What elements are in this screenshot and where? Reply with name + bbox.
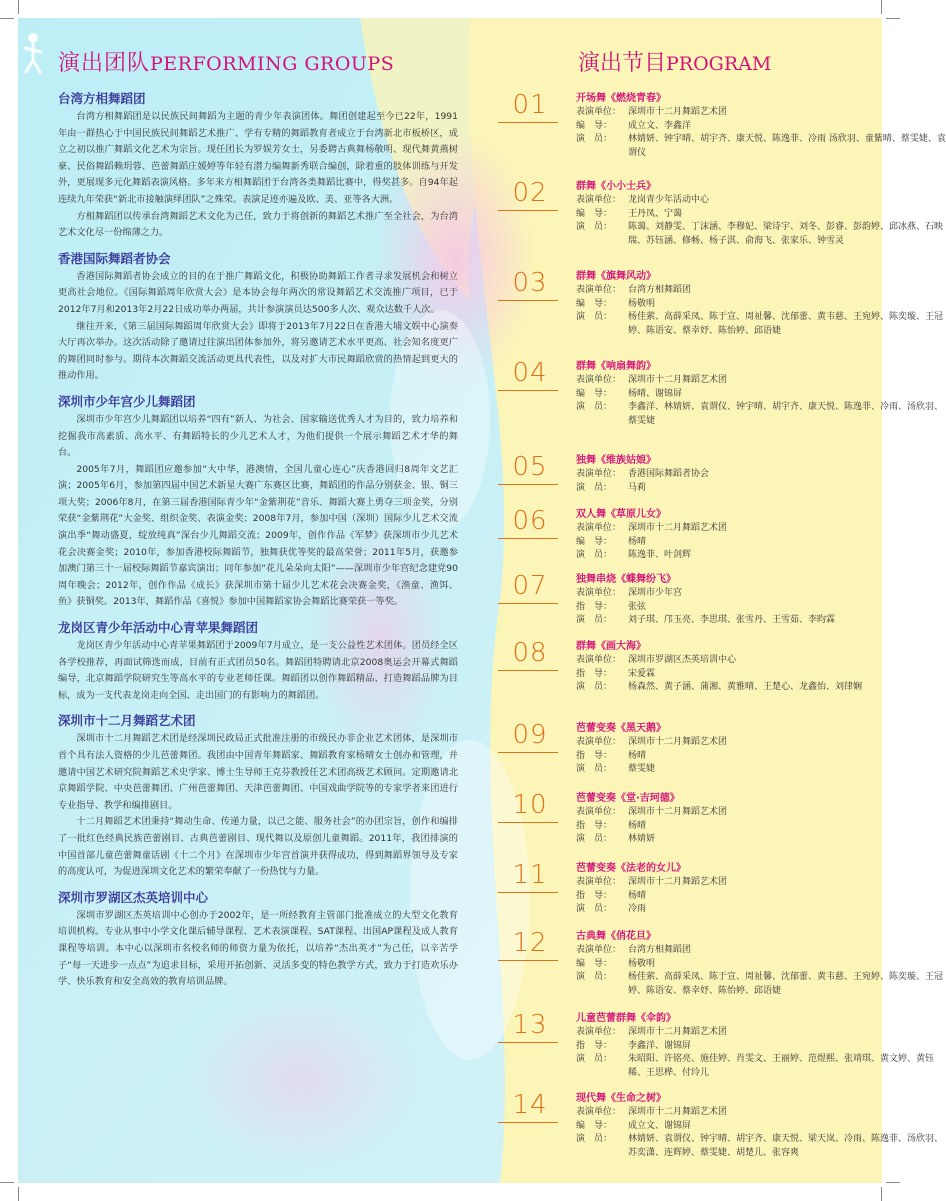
program-title: 双人舞《草原儿女》 (576, 509, 666, 520)
program-row (576, 971, 946, 998)
program-row (576, 890, 946, 904)
program-row (576, 1053, 946, 1080)
program-title: 独舞《维族姑娘》 (576, 455, 656, 466)
program-title: 芭蕾变奏《法老的女儿》 (576, 863, 686, 874)
program-title: 群舞《画大海》 (576, 641, 646, 652)
row-value: 台湾方相舞蹈团 (628, 945, 692, 955)
program-row (576, 221, 946, 248)
row-label: 演 员： (576, 904, 613, 914)
program-row (576, 374, 946, 388)
group-paragraph: 香港国际舞蹈者协会成立的目的在于推广舞蹈文化，积极协助舞蹈工作者寻求发展机会和树立更高社会地位。《国际舞蹈周年欣赏大会》是本协会每年两次的常设舞蹈艺术交流推广项目，已于2012年7月和2013年2月22日成功举办两届，共计参演演员达500多人次、观众达数千人次。 (58, 270, 458, 315)
row-value: 深圳市十二月舞蹈艺术团 (628, 1107, 728, 1117)
crop-mark (886, 18, 900, 19)
program-row (576, 194, 946, 208)
program-item (500, 862, 946, 917)
row-label: 演 员： (576, 682, 613, 692)
row-value: 林婧妍、袁谓仪、钟宇晴、胡宇齐、康天悦、梁天岚、冷雨、陈逸菲、汤欣羽、苏奕潇、连辉婷、蔡雯婕、胡楚儿、张容爽 (628, 1134, 944, 1158)
row-label: 演 员： (576, 834, 613, 844)
row-label: 表演单位： (576, 285, 622, 295)
number-underline (498, 822, 558, 823)
program-number: 14 (512, 1090, 548, 1120)
program-item (500, 360, 946, 428)
row-label: 表演单位： (576, 375, 622, 385)
row-label: 表演单位： (576, 877, 622, 887)
row-value: 深圳市十二月舞蹈艺术团 (628, 107, 728, 117)
number-underline (498, 300, 558, 301)
number-underline (498, 670, 558, 671)
group-paragraph: 深圳市十二月舞蹈艺术团是经深圳民政局正式批准注册的市级民办非企业艺术团体，是深圳市首个具有法人资格的少儿芭蕾舞团。我团由中国青年舞蹈家、舞蹈教育家杨晴女士创办和管理，并邀请中国艺术研究院舞蹈艺术史学家、博士生导师王克芬教授任艺术团高级艺术顾问。定期邀请北京舞蹈学院、中央芭蕾舞团、广州芭蕾舞团、天津芭蕾舞团、中国戏曲学院等的专家学者来团进行专业指导、教学和编排剧目。 (58, 733, 458, 811)
row-label: 表演单位： (576, 469, 622, 479)
row-value: 林婧妍 (628, 834, 656, 844)
group-paragraph: 十二月舞蹈艺术团秉持“舞动生命、传递力量，以己之能、服务社会”的办团宗旨，创作和编排了一批红色经典民族芭蕾剧目、古典芭蕾剧目、现代舞以及原创儿童舞蹈。2011年，我团排演的中国首部儿童芭蕾舞童话剧《十二个月》在深圳市少年宫首演并获得成功，得到舞蹈界领导及专家的高度认可，为促进深圳文化艺术的繁荣奉献了一份热忱与力量。 (58, 816, 458, 878)
title-cn: 演出节目 (578, 51, 667, 76)
row-value: 陈蔼、刘静雯、丁沫涵、李穆妃、梁诗宇、刘冬、彭睿、彭韵婷、邱冰燕、石映瑞、苏钰涵、修畅、杨子淇、俞海飞、张家乐、钟雪灵 (628, 222, 944, 246)
program-item (500, 1092, 946, 1160)
program-row (576, 298, 946, 312)
row-label: 编 导： (576, 1120, 613, 1131)
number-underline (498, 1042, 558, 1043)
crop-mark (881, 1187, 882, 1201)
group-paragraph: 龙岗区青少年活动中心青苹果舞蹈团于2009年7月成立，是一支公益性艺术团体。团员经全区各学校推荐，再面试筛选而成，目前有正式团员50名。舞蹈团特聘请北京2008奥运会开幕式舞蹈编导，北京舞蹈学院研究生等高水平的专业老师任课。舞蹈团以创作舞蹈精品、打造舞蹈品牌为目标，成为一支代表龙岗走向全国、走出国门的有影响力的舞蹈团。 (58, 640, 458, 701)
row-value: 深圳市十二月舞蹈艺术团 (628, 375, 728, 385)
group-name: 香港国际舞蹈者协会 (58, 250, 171, 266)
program-row (576, 601, 946, 615)
program-row (576, 106, 946, 120)
program-row (576, 284, 946, 298)
dancer-logo (22, 32, 44, 76)
group-name: 台湾方相舞蹈团 (58, 91, 146, 106)
group-paragraph: 台湾方相舞蹈团是以民族民间舞蹈为主题的青少年表演团体。舞团创建起至今已22年，1991年由一群热心于中国民族民间舞蹈艺术推广、学有专精的舞蹈教育者成立于台湾新北市板桥区，成立之初以推广舞蹈文化艺术为宗旨。现任团长为罗娱芳女士，另委聘古典舞杨敬明、现代舞黄燕树豪、民俗舞蹈赖玥蓉、芭蕾舞蹈庄媛婷等年轻有潜力编舞新秀联合编创，除着重的肢体训练与开发外，更展现多元化舞蹈表演风格。多年来方相舞蹈团于台湾各类舞蹈比赛中，得奖甚多。自94年起连续九年荣获“新北市接触演绎团队”之殊荣。表演足迹亦遍及欧、美、亚等各大洲。 (58, 111, 458, 205)
group-paragraph: 深圳市少年宫少儿舞蹈团以培养“四有”新人、为社会、国家输送优秀人才为目的，致力培养和挖掘我市高素质、高水平、有舞蹈特长的少儿艺术人才，为他们提供一个展示舞蹈艺术才华的舞台。 (58, 413, 458, 459)
row-value: 深圳市十二月舞蹈艺术团 (628, 523, 728, 533)
program-item (500, 640, 946, 695)
program-row (576, 522, 946, 536)
row-label: 演 员： (576, 312, 613, 322)
program-item (500, 1012, 946, 1080)
crop-mark (18, 0, 19, 14)
program-column (500, 50, 946, 1158)
title-en: PERFORMING GROUPS (150, 53, 395, 75)
group-paragraph: 2005年7月，舞蹈团应邀参加“大中华，港澳情，全国儿童心连心”庆香港回归8周年文艺汇演；2005年6月，参加第四届中国艺术新星大赛广东赛区比赛，舞蹈团的作品分别获金、银、铜三项大奖；2006年8月，在第三届香港国际青少年“金紫荆花”音乐、舞蹈大赛上勇夺三项金奖，分别荣获“金紫荆花”大金奖、组织金奖、表演金奖；2008年7月，参加中国（深圳）国际少儿艺术交流演出季“舞动盛夏，绽放纯真”深台少儿舞蹈交流；2009年，创作作品《军梦》获深圳市少儿艺术花会决赛金奖；2010年，参加香港校际舞蹈节，独舞获优等奖的最高荣誉；2011年5月，获邀参加澳门第三十一届校际舞蹈节嘉宾演出；同年参加“花儿朵朵向太阳”——深圳市少年宫纪念建党90周年晚会；2012年，创作作品《成长》获深圳市第十届少儿艺术花会决赛金奖，《渔童、渔饵、鱼》获铜奖。2013年，舞蹈作品《喜悦》参加中国舞蹈家协会舞蹈比赛荣获一等奖。 (58, 463, 458, 608)
crop-mark (881, 0, 882, 14)
program-number: 03 (512, 268, 548, 298)
crop-mark (18, 1187, 19, 1201)
program-item (500, 930, 946, 998)
row-value: 杨晴、谢锦屏 (628, 388, 683, 399)
program-row (576, 654, 946, 668)
program-row (576, 1120, 946, 1134)
row-value: 林婧妍、钟宇晴、胡宇齐、康天悦、陈逸菲、冷雨 汤欣羽、童紫晴、蔡雯婕、袁谓仪 (628, 134, 946, 158)
row-value: 宋爱霖 (628, 668, 656, 679)
group-name: 深圳市少年宫少儿舞蹈团 (58, 393, 196, 409)
program-row (576, 903, 946, 917)
group-paragraph: 深圳市罗湖区杰英培训中心创办于2002年，是一所经教育主管部门批准成立的大型文化教育培训机构。专业从事中小学文化课后辅导课程、艺术表演课程、SAT课程、出国AP课程及成人教育课程等培训。本中心以深圳市名校名师的师资力量为依托，以培养“杰出英才”为己任，以辛苦学子“每一天进步一点点”为追求目标，采用开拓创新、灵活多变的特色教学方式，致力于打造欢乐办学、快乐教育和安全高效的教育培训品牌。 (58, 909, 458, 988)
row-label: 演 员： (576, 615, 613, 625)
row-label: 编 导： (576, 958, 613, 969)
row-value: 李鑫洋、谢锦屏 (628, 1040, 692, 1051)
row-label: 指 导： (576, 601, 613, 612)
row-label: 表演单位： (576, 523, 622, 533)
program-title: 独舞串烧《蝶舞纷飞》 (576, 574, 676, 585)
group-name: 深圳市罗湖区杰英培训中心 (58, 889, 209, 905)
program-item (500, 792, 946, 847)
program-title: 开场舞《燃烧青春》 (576, 93, 666, 104)
program-row (576, 736, 946, 750)
row-label: 指 导： (576, 668, 613, 679)
group-name: 深圳市十二月舞蹈艺术团 (58, 713, 196, 729)
program-title: 芭蕾变奏《堂·吉珂德》 (576, 793, 680, 804)
program-item (500, 722, 946, 777)
row-value: 深圳市十二月舞蹈艺术团 (628, 807, 728, 817)
group-section (58, 619, 458, 704)
program-row (576, 763, 946, 777)
program-item (500, 573, 946, 628)
program-item (500, 270, 946, 338)
row-label: 编 导： (576, 298, 613, 309)
program-item (500, 454, 946, 495)
program-row (576, 806, 946, 820)
program-row (576, 1106, 946, 1120)
program-row (576, 120, 946, 134)
program-row (576, 133, 946, 160)
row-value: 成立文、李鑫洋 (628, 120, 692, 131)
row-label: 指 导： (576, 890, 613, 901)
row-value: 杨晴 (628, 536, 647, 547)
row-label: 演 员： (576, 482, 613, 493)
program-row (576, 401, 946, 428)
row-label: 编 导： (576, 388, 613, 399)
crop-mark (0, 1182, 14, 1183)
row-label: 演 员： (576, 1134, 613, 1144)
row-label: 表演单位： (576, 1027, 622, 1037)
row-label: 编 导： (576, 536, 613, 547)
number-underline (498, 752, 558, 753)
number-underline (498, 892, 558, 893)
program-number: 06 (512, 506, 548, 536)
program-title: 儿童芭蕾群舞《伞韵》 (576, 1013, 676, 1024)
program-number: 10 (512, 790, 548, 820)
row-label: 指 导： (576, 820, 613, 831)
number-underline (498, 1122, 558, 1123)
program-title: 芭蕾变奏《黑天鹅》 (576, 723, 666, 734)
row-value: 杨佳萦、高薛采凤、陈于宣、周祉馨、沈郁蕾、黄韦慈、王宛婷、陈奕璇、王冠婷、陈语安、蔡幸妤、陈怡婷、邱语婕 (628, 972, 944, 996)
program-row (576, 833, 946, 847)
crop-mark (0, 18, 14, 19)
row-label: 表演单位： (576, 737, 622, 747)
row-value: 杨晴 (628, 750, 647, 761)
program-number: 04 (512, 358, 548, 388)
row-label: 演 员： (576, 222, 613, 232)
program-number: 02 (512, 178, 548, 208)
title-cn: 演出团队 (58, 51, 151, 76)
row-label: 表演单位： (576, 588, 622, 598)
group-paragraph: 继往开来，《第三届国际舞蹈周年欣赏大会》即将于2013年7月22日在香港大埔文娱中心演奏大厅再次举办。这次活动除了邀请过往演出团体参加外，将另邀请艺术水平更高、社会知名度更广的舞团同时参与。期待本次舞蹈交流活动更具代表性，以及对扩大市民舞蹈欣赏的热情起到更大的推动作用。 (58, 320, 458, 382)
program-title: 群舞《响扇舞韵》 (576, 361, 656, 372)
program-row (576, 587, 946, 601)
group-section (58, 250, 458, 385)
program-row (576, 944, 946, 958)
group-name: 龙岗区青少年活动中心青苹果舞蹈团 (58, 620, 259, 636)
row-label: 演 员： (576, 402, 613, 412)
row-value: 杨晴 (628, 890, 647, 901)
number-underline (498, 390, 558, 391)
row-label: 演 员： (576, 1054, 613, 1064)
row-value: 深圳市十二月舞蹈艺术团 (628, 737, 728, 747)
row-value: 冷雨 (628, 904, 647, 914)
group-section (58, 889, 458, 991)
row-value: 杨森然、黄子涵、蒲湘、黄雅晴、王楚心、龙鑫怡、刘律娴 (628, 682, 863, 692)
row-label: 表演单位： (576, 945, 622, 955)
group-paragraph: 方相舞蹈团以传承台湾舞蹈艺术文化为己任，致力于将创新的舞蹈艺术推广至全社会，为台湾艺术文化尽一份绵薄之力。 (58, 210, 458, 239)
row-value: 蔡雯婕 (628, 764, 656, 774)
program-title (578, 50, 870, 78)
program-title: 群舞《小小士兵》 (576, 181, 656, 192)
program-row (576, 1133, 946, 1160)
program-item (500, 508, 946, 563)
program-title: 现代舞《生命之树》 (576, 1093, 666, 1104)
row-value: 龙岗青少年活动中心 (628, 195, 710, 205)
row-label: 指 导： (576, 1040, 613, 1051)
program-title: 群舞《旗舞风动》 (576, 271, 656, 282)
row-value: 深圳市罗湖区杰英培训中心 (628, 655, 737, 665)
performing-groups-title (58, 50, 458, 78)
number-underline (498, 603, 558, 604)
program-row (576, 668, 946, 682)
program-row (576, 482, 946, 496)
row-label: 表演单位： (576, 655, 622, 665)
performing-groups-column (58, 50, 458, 999)
program-row (576, 876, 946, 890)
row-value: 张弦 (628, 601, 647, 612)
row-label: 编 导： (576, 208, 613, 219)
group-list (58, 90, 458, 991)
row-label: 表演单位： (576, 195, 622, 205)
program-number: 12 (512, 928, 548, 958)
program-number: 09 (512, 720, 548, 750)
row-value: 朱昭阳、许铭亮、施佳婷、肖雯文、王丽婷、范煜熙、张靖琪、黄文婷、黄钰稀、王思桦、付玲儿 (628, 1054, 935, 1078)
program-title: 古典舞《俏花旦》 (576, 931, 656, 942)
row-value: 李鑫洋、林婧妍、袁谓仪、钟宇晴、胡宇齐、康天悦、陈逸菲、冷雨、汤欣羽、蔡雯婕 (628, 402, 944, 426)
row-label: 表演单位： (576, 107, 622, 117)
program-number: 05 (512, 452, 548, 482)
number-underline (498, 960, 558, 961)
row-value: 杨敬明 (628, 958, 656, 969)
row-label: 表演单位： (576, 807, 622, 817)
program-row (576, 536, 946, 550)
row-value: 成立文、谢锦屏 (628, 1120, 692, 1131)
row-value: 杨敬明 (628, 298, 656, 309)
group-section (58, 393, 458, 611)
row-label: 指 导： (576, 750, 613, 761)
program-row (576, 1040, 946, 1054)
row-value: 深圳市十二月舞蹈艺术团 (628, 1027, 728, 1037)
row-label: 表演单位： (576, 1107, 622, 1117)
program-row (576, 958, 946, 972)
program-row (576, 549, 946, 563)
row-value: 杨晴 (628, 820, 647, 831)
title-en: PROGRAM (666, 53, 772, 75)
program-number: 13 (512, 1010, 548, 1040)
program-row (576, 820, 946, 834)
program-row (576, 681, 946, 695)
program-item (500, 92, 946, 160)
group-section (58, 90, 458, 242)
number-underline (498, 122, 558, 123)
program-number: 11 (512, 860, 548, 890)
row-value: 香港国际舞蹈者协会 (628, 469, 710, 479)
row-value: 深圳市十二月舞蹈艺术团 (628, 877, 728, 887)
row-value: 陈逸菲、叶剑辉 (628, 550, 692, 560)
number-underline (498, 484, 558, 485)
program-number: 01 (512, 90, 548, 120)
program-row (576, 311, 946, 338)
program-item (500, 180, 946, 248)
program-row (576, 750, 946, 764)
program-number: 08 (512, 638, 548, 668)
program-number: 07 (512, 571, 548, 601)
row-value: 刘子琪、邝玉亮、李思琪、张雪丹、王雪茹、李昀霖 (628, 615, 836, 625)
group-section (58, 712, 458, 880)
number-underline (498, 538, 558, 539)
row-label: 演 员： (576, 550, 613, 560)
number-underline (498, 210, 558, 211)
program-row (576, 208, 946, 222)
program-row (576, 1026, 946, 1040)
row-label: 演 员： (576, 764, 613, 774)
row-value: 王丹凤、宁蔼 (628, 208, 683, 219)
row-label: 演 员： (576, 134, 613, 144)
row-label: 编 导： (576, 120, 613, 131)
row-value: 杨佳萦、高薛采凤、陈于宣、周祉馨、沈郁蕾、黄韦慈、王宛婷、陈奕璇、王冠婷、陈语安、蔡幸妤、陈怡婷、邱语婕 (628, 312, 944, 336)
row-label: 演 员： (576, 972, 613, 982)
program-row (576, 468, 946, 482)
program-row (576, 614, 946, 628)
program-row (576, 388, 946, 402)
row-value: 马莉 (628, 482, 647, 493)
row-value: 深圳市少年宫 (628, 588, 683, 598)
row-value: 台湾方相舞蹈团 (628, 285, 692, 295)
crop-mark (886, 1182, 900, 1183)
